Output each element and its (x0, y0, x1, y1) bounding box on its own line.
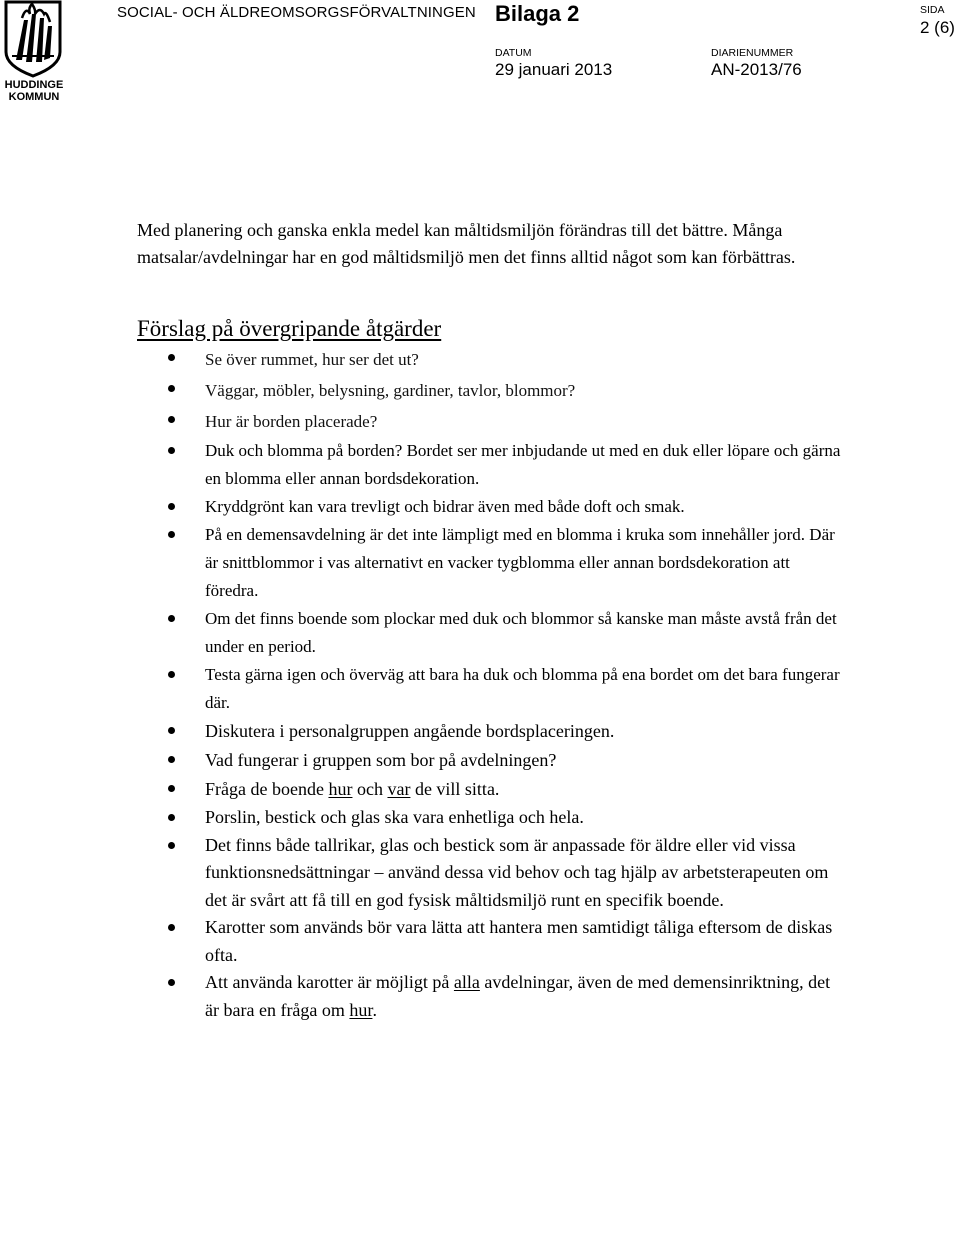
list-item: Porslin, bestick och glas ska vara enhetliga och hela. (137, 804, 847, 832)
date-value: 29 januari 2013 (495, 60, 613, 79)
registration-number-label: DIARIENUMMER (711, 47, 794, 59)
tableware-list (137, 804, 837, 1024)
section-heading: Förslag på övergripande åtgärder (137, 316, 442, 341)
list-item: På en demensavdelning är det inte lämpligt med en blomma i kruka som innehåller jord. Där är snittblommor i vas alternativt en vacker tygblomma eller annan bordsdekoration att föredra. (137, 521, 847, 605)
page-number: 2 (6) (920, 18, 955, 37)
date-field (495, 47, 612, 81)
text-run: . (372, 999, 377, 1020)
department-name: SOCIAL- OCH ÄLDREOMSORGSFÖRVALTNINGEN (117, 4, 476, 21)
text-run: de vill sitta. (410, 779, 500, 799)
list-item: Karotter som används bör vara lätta att hantera men samtidigt tåliga eftersom de diskas ofta. (137, 914, 847, 969)
underlined-word: alla (453, 972, 480, 992)
text-run: avdelningar, även de med demensinriktning, det är bara en fråga om (205, 972, 831, 1020)
seating-list (137, 717, 837, 804)
list-item: Kryddgrönt kan vara trevligt och bidrar även med både doft och smak. (137, 493, 847, 521)
list-item (137, 775, 847, 804)
page-field (920, 4, 955, 40)
page-label: SIDA (920, 4, 945, 16)
registration-number-value: AN-2013/76 (711, 60, 802, 79)
list-item: Om det finns boende som plockar med duk och blommor så kanske man måste avstå från det under en period. (137, 605, 847, 661)
list-item (137, 969, 847, 1024)
list-item: Väggar, möbler, belysning, gardiner, tavlor, blommor? (137, 375, 847, 406)
text-run: Fråga de boende (205, 779, 329, 799)
intro-paragraph: Med planering och ganska enkla medel kan måltidsmiljön förändras till det bättre. Många matsalar/avdelningar har en god måltidsmiljö men det finns alltid något som kan förbättras. (137, 220, 796, 267)
list-item: Duk och blomma på borden? Bordet ser mer inbjudande ut med en duk eller löpare och gärna en blomma eller annan bordsdekoration. (137, 437, 847, 493)
list-item: Det finns både tallrikar, glas och bestick som är anpassade för äldre eller vid vissa funktionsnedsättningar – använd dessa vid behov och tag hjälp av arbetsterapeuten om det är svårt att få till en god fysisk måltidsmiljö runt en specifik boende. (137, 832, 847, 915)
document-title: Bilaga 2 (495, 1, 580, 26)
text-run: Att använda karotter är möjligt på (205, 972, 454, 992)
underlined-word: var (387, 779, 411, 799)
logo-text: HUDDINGE KOMMUN (4, 79, 64, 103)
underlined-word: hur (328, 779, 353, 799)
document-header (0, 0, 960, 110)
list-item: Testa gärna igen och överväg att bara ha duk och blomma på ena bordet om det bara fungerar där. (137, 661, 847, 717)
list-item: Se över rummet, hur ser det ut? (137, 344, 847, 375)
document-body (137, 217, 841, 1024)
room-checklist (137, 344, 837, 437)
text-run: och (352, 779, 388, 799)
municipality-logo (2, 0, 64, 108)
list-item: Hur är borden placerade? (137, 406, 847, 437)
table-decoration-list (137, 437, 841, 717)
list-item: Vad fungerar i gruppen som bor på avdelningen? (137, 746, 847, 775)
date-label: DATUM (495, 47, 532, 59)
coat-of-arms-icon (2, 0, 64, 78)
list-item: Diskutera i personalgruppen angående bordsplaceringen. (137, 717, 847, 746)
registration-number-field (711, 47, 802, 81)
underlined-word: hur (349, 999, 373, 1020)
